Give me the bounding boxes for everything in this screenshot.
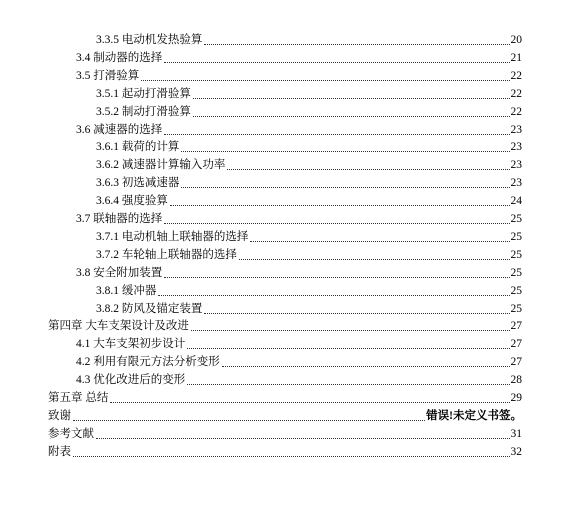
toc-entry-page: 23 [510, 123, 522, 136]
toc-leader-dots [164, 223, 509, 224]
toc-entry[interactable] [76, 369, 522, 387]
toc-entry[interactable] [96, 29, 522, 47]
toc-entry-label: 3.4 制动器的选择 [76, 51, 163, 64]
toc-entry-page: 20 [510, 34, 522, 46]
toc-entry-page: 22 [510, 105, 522, 118]
toc-leader-dots [191, 330, 510, 331]
toc-entry-page: 27 [510, 320, 522, 333]
toc-entry-label: 3.3.5 电动机发热验算 [96, 34, 203, 46]
toc-entry[interactable] [76, 351, 522, 369]
toc-entry[interactable] [96, 298, 522, 316]
toc-entry[interactable] [96, 83, 522, 101]
toc-leader-dots [187, 384, 509, 385]
toc-entry[interactable] [96, 244, 522, 262]
toc-entry-page: 22 [510, 87, 522, 100]
toc-entry-page: 25 [510, 230, 522, 243]
toc-entry-page: 27 [510, 338, 522, 351]
toc-entry[interactable] [96, 154, 522, 172]
toc-entry-page: 24 [510, 195, 522, 208]
toc-entry[interactable] [96, 172, 522, 190]
toc-entry-label: 附表 [48, 445, 71, 458]
toc-entry-label: 参考文献 [48, 427, 94, 440]
toc-entry-label: 4.2 利用有限元方法分析变形 [76, 356, 220, 369]
toc-leader-dots [73, 420, 425, 421]
toc-entry-label: 3.6 减速器的选择 [76, 123, 163, 136]
toc-leader-dots [181, 187, 509, 188]
toc-entry-page: 25 [510, 266, 522, 279]
toc-entry[interactable] [76, 333, 522, 351]
toc-entry-page: 23 [510, 159, 522, 172]
toc-entry-page: 28 [510, 374, 522, 387]
toc-leader-dots [193, 98, 510, 99]
toc-leader-dots [181, 151, 509, 152]
toc-entry[interactable] [76, 208, 522, 226]
toc-entry-label: 3.7.2 车轮轴上联轴器的选择 [96, 248, 237, 261]
toc-entry-label: 3.6.1 载荷的计算 [96, 141, 180, 154]
toc-leader-dots [204, 313, 509, 314]
toc-entry-label: 3.7 联轴器的选择 [76, 213, 163, 225]
toc-leader-dots [164, 277, 509, 278]
toc-entry[interactable] [76, 262, 522, 280]
toc-entry[interactable] [76, 47, 522, 65]
toc-entry-label: 3.6.2 减速器计算输入功率 [96, 159, 226, 172]
toc-entry-page: 31 [510, 427, 522, 440]
toc-leader-dots [227, 169, 509, 170]
toc-entry-page: 27 [510, 356, 522, 369]
toc-leader-dots [204, 44, 509, 45]
toc-entry-label: 第五章 总结 [48, 392, 109, 404]
toc-entry-label: 3.8 安全附加装置 [76, 266, 163, 279]
toc-entry-label: 3.6.4 强度验算 [96, 195, 168, 208]
toc-entry-page: 23 [510, 141, 522, 154]
toc-entry[interactable] [48, 405, 522, 423]
toc-entry-label: 第四章 大车支架设计及改进 [48, 320, 189, 333]
toc-leader-dots [141, 80, 509, 81]
toc-entry-page: 21 [510, 51, 522, 64]
toc-entry[interactable] [76, 65, 522, 83]
toc-entry[interactable] [48, 387, 522, 405]
toc-entry-label: 3.5.2 制动打滑验算 [96, 105, 191, 118]
toc-entry-page: 25 [510, 248, 522, 261]
toc-entry-page: 23 [510, 177, 522, 190]
toc-entry-page: 22 [510, 69, 522, 82]
toc-entry-page: 29 [510, 392, 522, 404]
toc-leader-dots [193, 116, 510, 117]
toc-entry-page: 25 [510, 284, 522, 297]
toc-entry[interactable] [48, 441, 522, 459]
toc-entry[interactable] [96, 226, 522, 244]
toc-entry-error-page: 错误!未定义书签。 [426, 409, 522, 422]
toc-leader-dots [239, 259, 510, 260]
toc-entry-label: 3.5.1 起动打滑验算 [96, 87, 191, 100]
toc-entry-page: 25 [510, 213, 522, 225]
toc-entry[interactable] [48, 423, 522, 441]
toc-leader-dots [158, 295, 509, 296]
toc-entry-label: 3.5 打滑验算 [76, 69, 140, 82]
toc-leader-dots [73, 456, 510, 457]
toc-leader-dots [164, 134, 509, 135]
toc-entry[interactable] [48, 315, 522, 333]
toc-entry-label: 致谢 [48, 409, 71, 422]
toc-entry[interactable] [96, 190, 522, 208]
toc-entry-label: 3.8.2 防风及锚定装置 [96, 302, 203, 315]
toc-leader-dots [110, 402, 509, 403]
toc-leader-dots [170, 205, 510, 206]
toc-entry[interactable] [96, 136, 522, 154]
toc-leader-dots [96, 438, 510, 439]
toc-entry-label: 4.3 优化改进后的变形 [76, 374, 186, 387]
toc-entry-label: 4.1 大车支架初步设计 [76, 338, 186, 351]
toc-entry-page: 32 [510, 445, 522, 458]
toc-entry-label: 3.6.3 初选减速器 [96, 177, 180, 190]
toc-leader-dots [164, 62, 509, 63]
toc-leader-dots [250, 241, 509, 242]
toc-leader-dots [187, 348, 509, 349]
toc-entry[interactable] [76, 119, 522, 137]
toc-entry-label: 3.7.1 电动机轴上联轴器的选择 [96, 230, 249, 243]
toc-entry[interactable] [96, 101, 522, 119]
toc-entry-label: 3.8.1 缓冲器 [96, 284, 157, 297]
toc-entry-page: 25 [510, 302, 522, 315]
toc-leader-dots [222, 366, 510, 367]
toc-entry[interactable] [96, 280, 522, 298]
